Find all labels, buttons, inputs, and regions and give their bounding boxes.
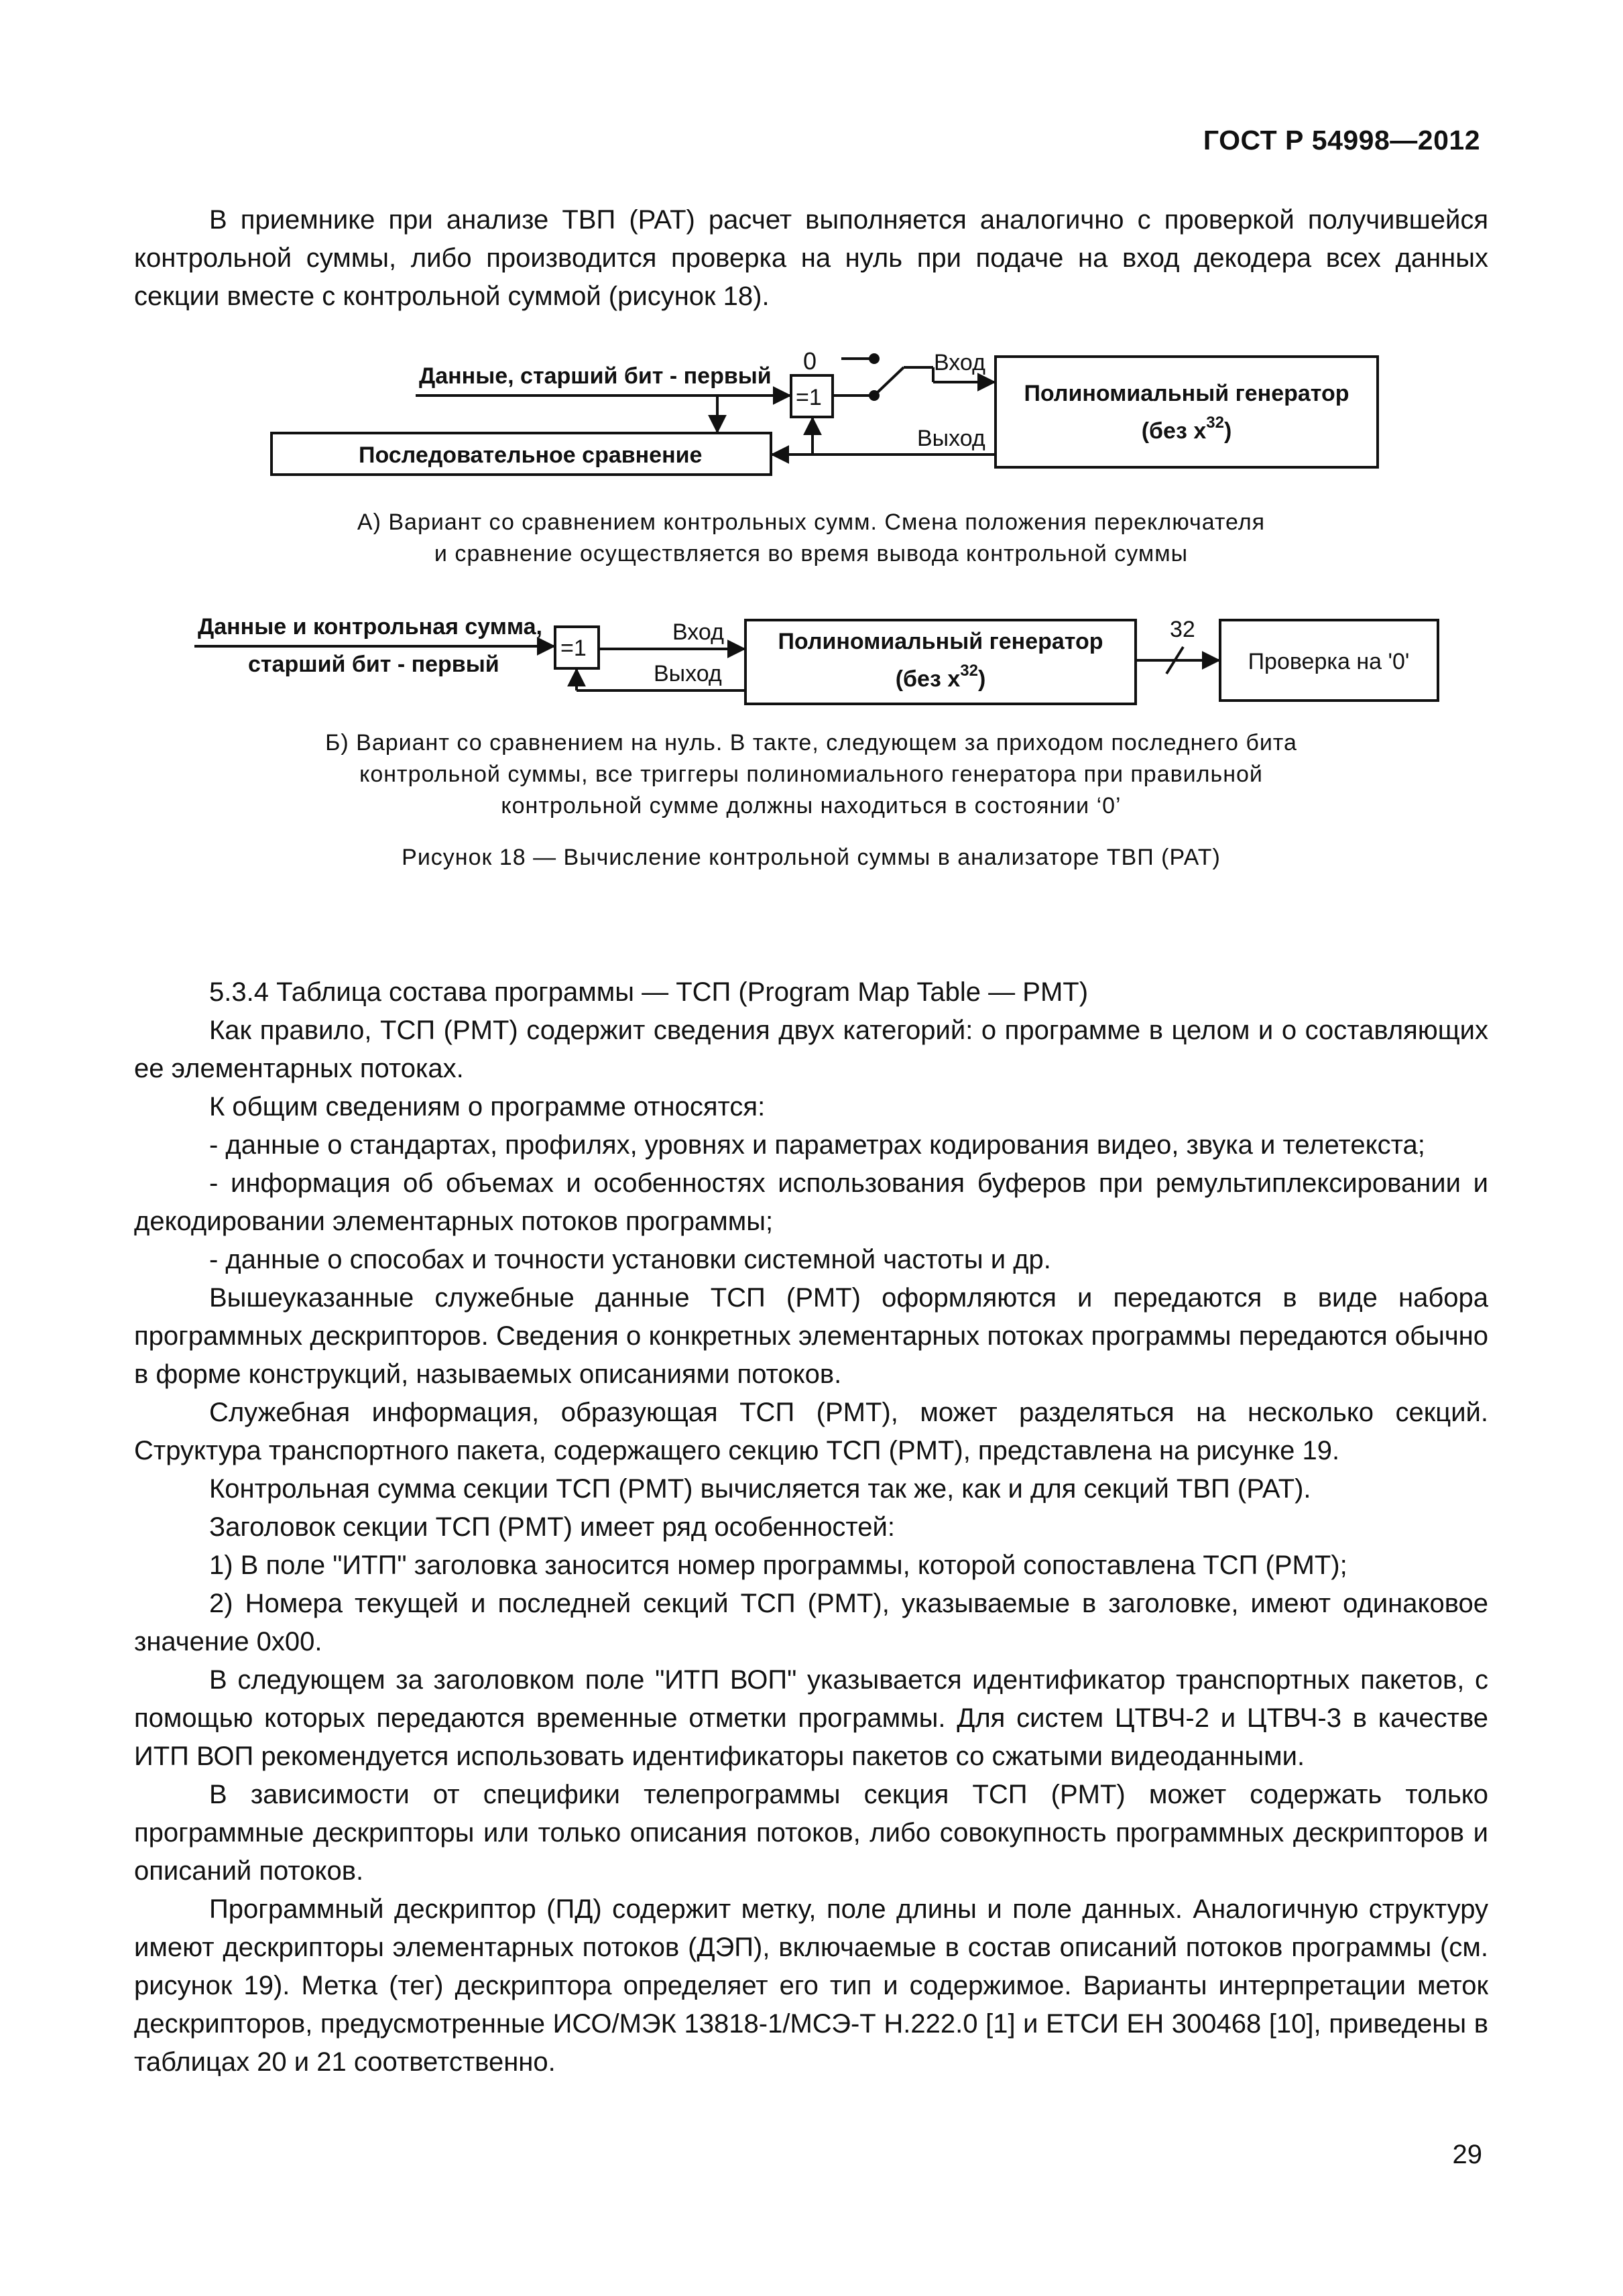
variant-a-generator-box <box>996 357 1378 467</box>
variant-a-caption-line2: и сравнение осуществляется во время вывода контрольной суммы <box>434 541 1189 566</box>
variant-a-data-label: Данные, старший бит - первый <box>419 363 772 389</box>
list-item: 1) В поле "ИТП" заголовка заносится номер программы, которой сопоставлена ТСП (PMT); <box>209 1551 1347 1580</box>
variant-a-output-label: Выход <box>917 426 985 451</box>
variant-a-compare-label: Последовательное сравнение <box>359 442 703 468</box>
figure-title: Рисунок 18 — Вычисление контрольной суммы в анализаторе ТВП (PAT) <box>402 845 1221 870</box>
variant-b-input-label: Вход <box>672 619 724 645</box>
paragraph: Как правило, ТСП (PMT) содержит сведения двух категорий: о программе в целом и о составляющих ее элементарных потоках. <box>134 1016 1488 1083</box>
variant-a-switch-blade <box>874 367 904 396</box>
variant-b-xor-label: =1 <box>560 636 587 661</box>
variant-b-caption-line3: контрольной сумме должны находиться в состоянии ‘0’ <box>501 793 1122 819</box>
intro-paragraph: В приемнике при анализе ТВП (PAT) расчет выполняется аналогично с проверкой получившейся контрольной суммы, либо производится проверка на нуль при подаче на вход декодера всех данных секции вместе с контрольной суммой (рисунок 18). <box>134 205 1488 311</box>
list-item: - данные о стандартах, профилях, уровнях и параметрах кодирования видео, звука и телетекста; <box>209 1130 1425 1160</box>
variant-a-input-label: Вход <box>934 350 985 375</box>
paragraph: Контрольная сумма секции ТСП (PMT) вычисляется так же, как и для секций ТВП (PAT). <box>209 1474 1311 1504</box>
list-item: - данные о способах и точности установки системной частоты и др. <box>209 1245 1051 1274</box>
variant-b-check-label: Проверка на '0' <box>1248 649 1410 674</box>
variant-a-switch-contact-zero <box>870 355 878 363</box>
figure-18-diagram <box>0 0 1623 804</box>
paragraph: В зависимости от специфики телепрограммы секция ТСП (PMT) может содержать только программные дескрипторы или только описания потоков, либо совокупность программных дескрипторов и описаний потоков. <box>134 1780 1488 1886</box>
main-text <box>134 973 1488 2081</box>
variant-a-caption-line1: А) Вариант со сравнением контрольных сумм. Смена положения переключателя <box>357 509 1266 535</box>
variant-a-zero-label: 0 <box>803 347 817 375</box>
variant-a-generator-line1: Полиномиальный генератор <box>1024 381 1349 406</box>
paragraph: В следующем за заголовком поле "ИТП ВОП" указывается идентификатор транспортных пакетов, с помощью которых передаются временные отметки программы. Для систем ЦТВЧ-2 и ЦТВЧ-3 в качестве ИТП ВОП рекомендуется использовать идентификаторы пакетов со сжатыми видеоданными. <box>134 1665 1488 1771</box>
variant-b-caption-line1: Б) Вариант со сравнением на нуль. В такте, следующем за приходом последнего бита <box>325 730 1297 756</box>
section-heading: 5.3.4 Таблица состава программы — ТСП (Program Map Table — PMT) <box>209 977 1089 1007</box>
variant-b-data-label-line1: Данные и контрольная сумма, <box>198 614 542 640</box>
paragraph: Служебная информация, образующая ТСП (PMT), может разделяться на несколько секций. Структура транспортного пакета, содержащего секцию ТСП (PMT), представлена на рисунке 19. <box>134 1398 1488 1465</box>
variant-a-generator-line2: (без $х^{32}$) <box>1141 414 1232 444</box>
variant-a-xor-label: =1 <box>796 385 822 410</box>
variant-b-caption <box>134 727 1488 822</box>
variant-b-caption-line2: контрольной суммы, все триггеры полиномиального генератора при правильной <box>359 762 1263 787</box>
paragraph: Программный дескриптор (ПД) содержит метку, поле длины и поле данных. Аналогичную структуру имеют дескрипторы элементарных потоков (ДЭП), включаемые в состав описаний потоков программы (см. рисунок 19). Метка (тег) дескриптора определяет его тип и содержимое. Варианты интерпретации меток дескрипторов, предусмотренные ИСО/МЭК 13818-1/МСЭ-Т Н.222.0 [1] и ЕТСИ ЕН 300468 [10], приведены в таблицах 20 и 21 соответственно. <box>134 1894 1488 2077</box>
variant-a-caption <box>134 507 1488 570</box>
list-item: 2) Номера текущей и последней секций ТСП (PMT), указываемые в заголовке, имеют одинаковое значение 0х00. <box>134 1589 1488 1656</box>
variant-b-data-label-line2: старший бит - первый <box>248 652 499 677</box>
paragraph: Заголовок секции ТСП (PMT) имеет ряд особенностей: <box>209 1512 896 1542</box>
variant-b-generator-line2: (без $х^{32}$) <box>895 662 986 692</box>
list-item: - информация об объемах и особенностях использования буферов при ремультиплексировании и декодировании элементарных потоков программы; <box>134 1168 1488 1236</box>
variant-b-bus-width: 32 <box>1170 617 1195 642</box>
standard-header: ГОСТ Р 54998—2012 <box>1203 125 1480 156</box>
page-number: 29 <box>1452 2140 1482 2169</box>
paragraph: К общим сведениям о программе относятся: <box>209 1092 766 1122</box>
paragraph: Вышеуказанные служебные данные ТСП (PMT) оформляются и передаются в виде набора программных дескрипторов. Сведения о конкретных элементарных потоках программы передаются обычно в форме конструкций, называемых описаниями потоков. <box>134 1283 1488 1389</box>
variant-b-output-label: Выход <box>654 661 722 686</box>
variant-b-generator-line1: Полиномиальный генератор <box>778 629 1103 654</box>
